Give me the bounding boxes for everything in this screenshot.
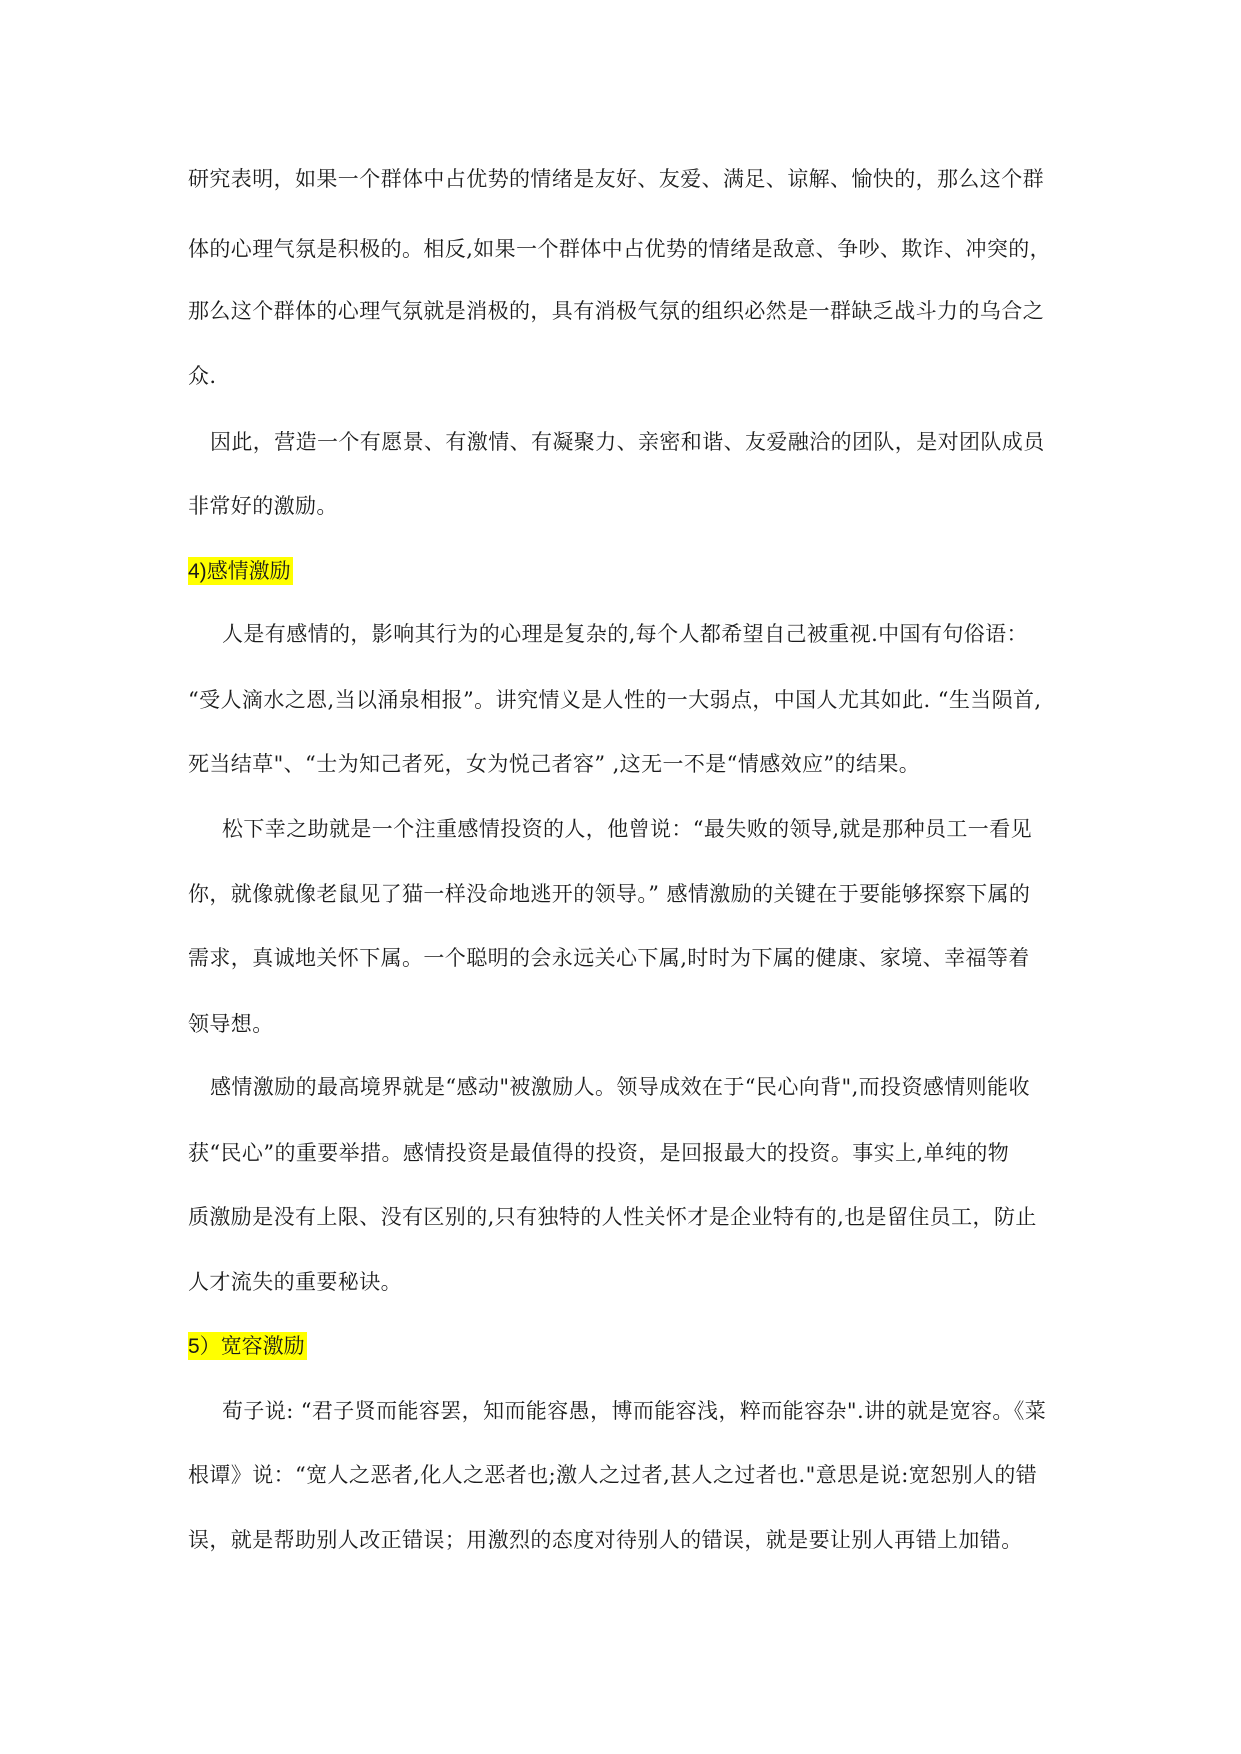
paragraph-line: 非常好的激励。 (188, 494, 338, 518)
paragraph-line: 研究表明，如果一个群体中占优势的情绪是友好、友爱、满足、谅解、愉快的，那么这个群 (188, 167, 1044, 191)
paragraph-line: “受人滴水之恩,当以涌泉相报”。讲究情义是人性的一大弱点，中国人尤其如此. “生当陨首, (188, 688, 1042, 712)
paragraph-line: 感情激励的最高境界就是“感动"被激励人。领导成效在于“民心向背",而投资感情则能收 (210, 1075, 1030, 1099)
paragraph-line: 你，就像就像老鼠见了猫一样没命地逃开的领导。” 感情激励的关键在于要能够探察下属的 (188, 882, 1031, 906)
section-heading-tolerance-incentive (188, 1332, 307, 1360)
heading-text: 感情激励 (206, 559, 291, 583)
paragraph-line: 死当结草"、“士为知己者死，女为悦己者容” ,这无一不是“情感效应”的结果。 (188, 752, 921, 776)
paragraph-line: 众. (188, 364, 217, 388)
paragraph-line: 松下幸之助就是一个注重感情投资的人，他曾说：“最失败的领导,就是那种员工一看见 (222, 817, 1033, 841)
paragraph-line: 质激励是没有上限、没有区别的,只有独特的人性关怀才是企业特有的,也是留住员工，防止 (188, 1205, 1037, 1229)
paragraph-line: 领导想。 (188, 1012, 274, 1036)
heading-number: 4) (188, 560, 207, 583)
paragraph-line: 人是有感情的，影响其行为的心理是复杂的,每个人都希望自己被重视.中国有句俗语： (222, 622, 1028, 646)
heading-number: 5） (188, 1335, 221, 1358)
paragraph-line: 体的心理气氛是积极的。相反,如果一个群体中占优势的情绪是敌意、争吵、欺诈、冲突的， (188, 237, 1052, 261)
paragraph-line: 因此，营造一个有愿景、有激情、有凝聚力、亲密和谐、友爱融洽的团队，是对团队成员 (210, 430, 1045, 454)
paragraph-line: 根谭》说：“宽人之恶者,化人之恶者也;激人之过者,甚人之过者也."意思是说:宽恕别人的错 (188, 1463, 1038, 1487)
paragraph-line: 那么这个群体的心理气氛就是消极的，具有消极气氛的组织必然是一群缺乏战斗力的乌合之 (188, 299, 1044, 323)
paragraph-line: 误，就是帮助别人改正错误；用激烈的态度对待别人的错误，就是要让别人再错上加错。 (188, 1528, 1023, 1552)
paragraph-line: 获“民心”的重要举措。感情投资是最值得的投资，是回报最大的投资。事实上,单纯的物 (188, 1141, 1010, 1165)
paragraph-line: 需求，真诚地关怀下属。一个聪明的会永远关心下属,时时为下属的健康、家境、幸福等着 (188, 946, 1030, 970)
paragraph-line: 人才流失的重要秘诀。 (188, 1270, 402, 1294)
heading-text: 宽容激励 (220, 1334, 305, 1358)
section-heading-emotional-incentive (188, 557, 293, 585)
paragraph-line: 荀子说: “君子贤而能容罢，知而能容愚，博而能容浅，粹而能容杂".讲的就是宽容。《菜 (222, 1399, 1047, 1423)
